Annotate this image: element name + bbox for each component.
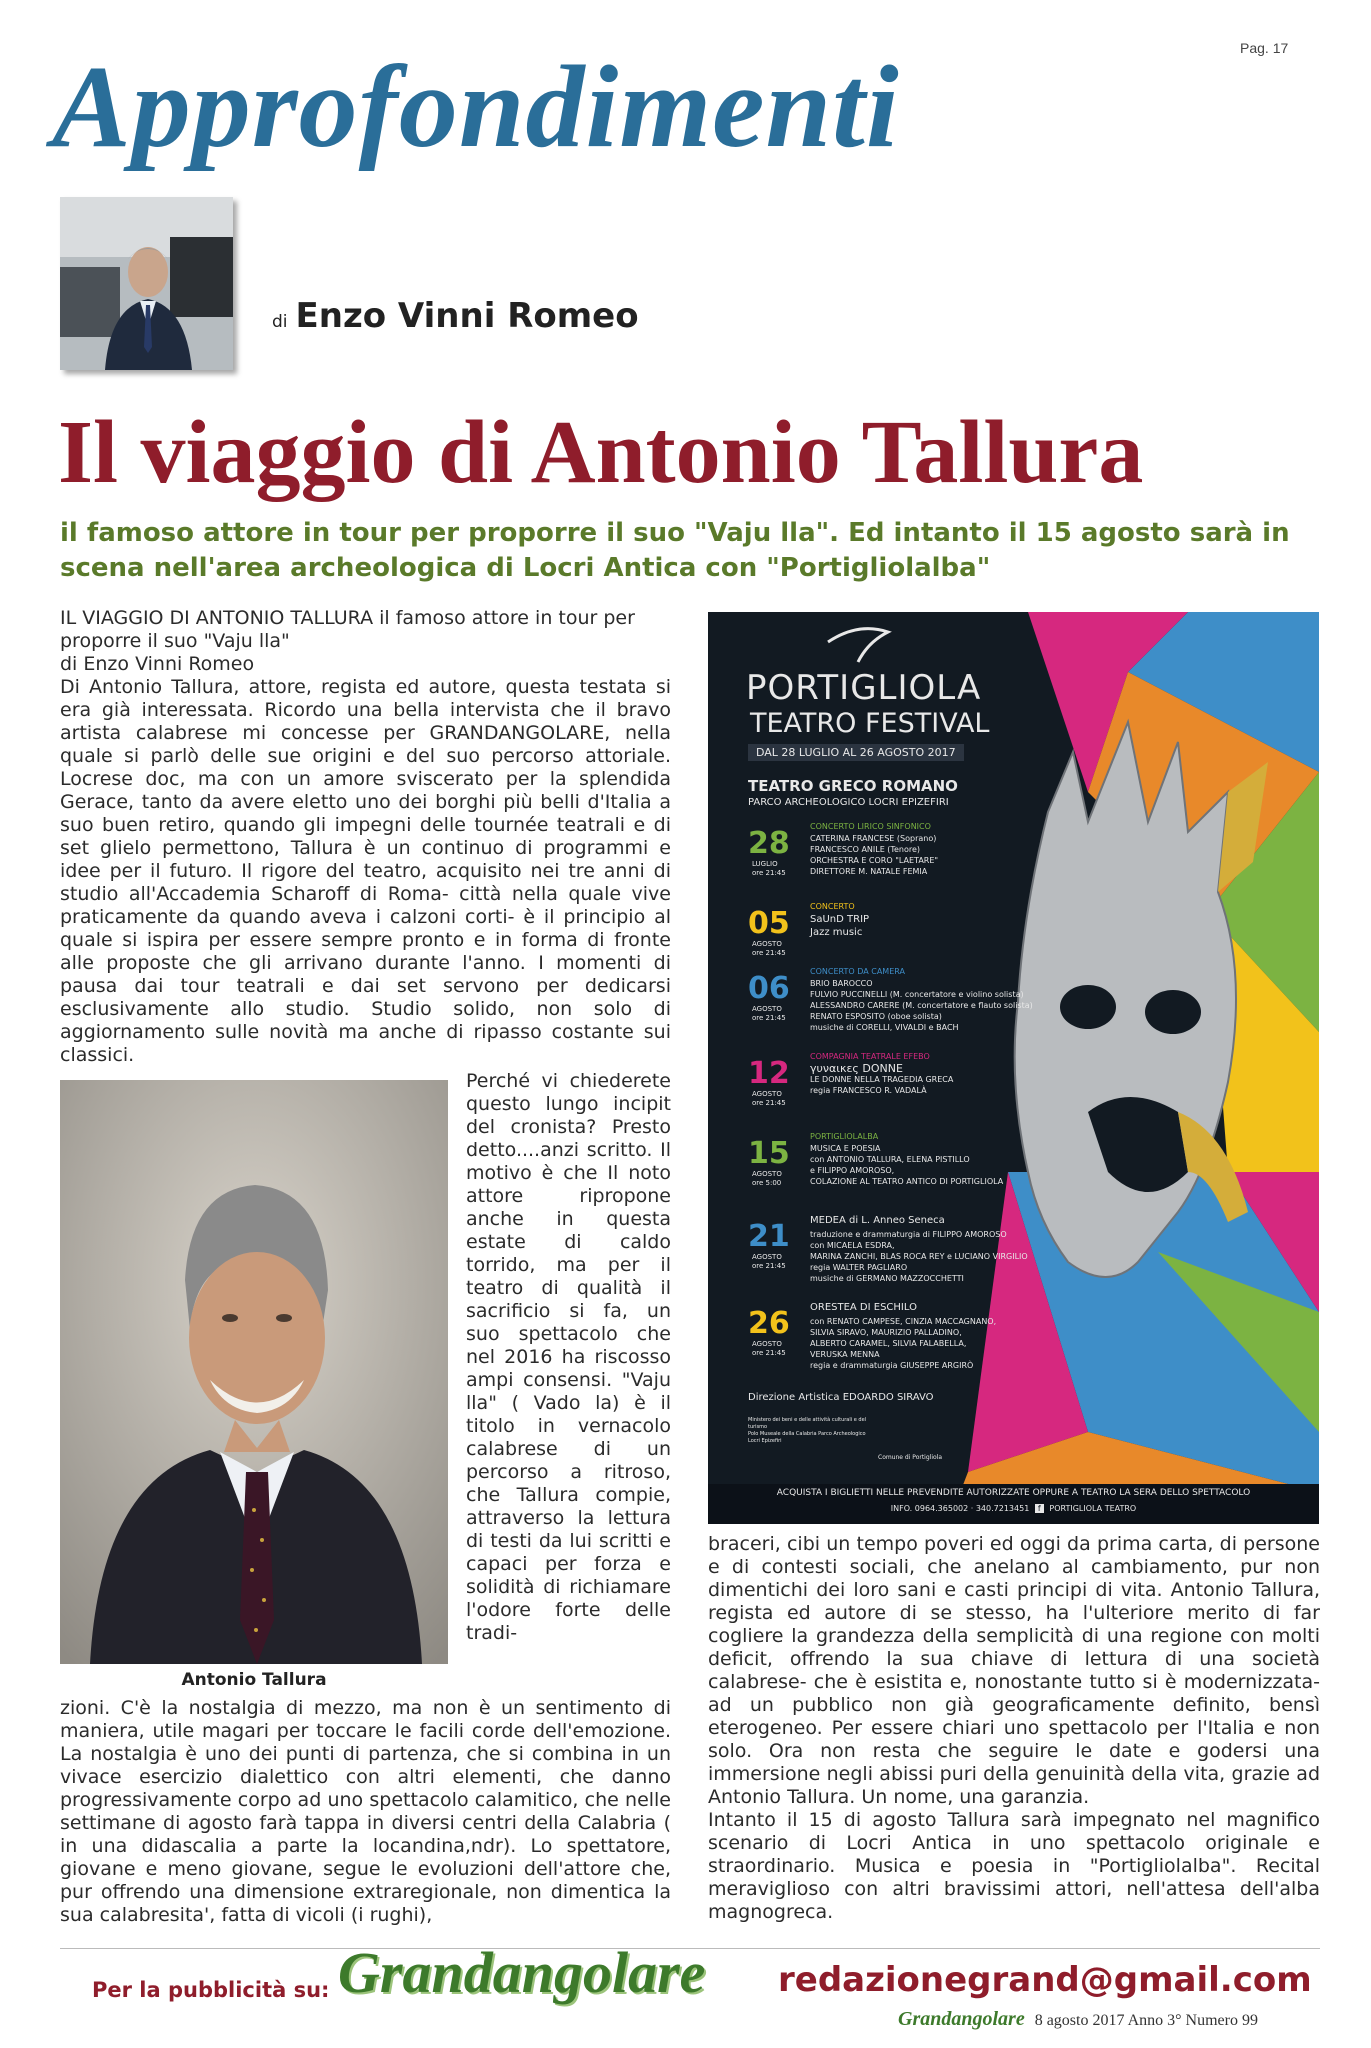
event-detail-line: SILVIA SIRAVO, MAURIZIO PALLADINO,: [810, 1328, 962, 1337]
poster-venue: TEATRO GRECO ROMANO: [748, 777, 958, 795]
tallura-photo: [60, 1080, 448, 1664]
event-details: [810, 1143, 1003, 1187]
event-month: LUGLIO: [752, 860, 778, 868]
article-subhead: il famoso attore in tour per proporre il suo "Vaju lla". Ed intanto il 15 agosto sarà in scena nell'area archeologica di Locri Antica con "Portigliolalba": [60, 518, 1290, 583]
event-title: CONCERTO: [810, 902, 855, 911]
event-detail-line: musiche di CORELLI, VIVALDI e BACH: [810, 1023, 959, 1032]
event-title: CONCERTO DA CAMERA: [810, 967, 905, 976]
event-detail-line: con RENATO CAMPESE, CINZIA MACCAGNANO,: [810, 1317, 997, 1326]
event-detail-line: MUSICA E POESIA: [810, 1144, 881, 1153]
event-detail-line: LE DONNE NELLA TRAGEDIA GRECA: [810, 1075, 954, 1084]
event-detail-line: ALBERTO CARAMEL, SILVIA FALABELLA,: [810, 1339, 967, 1348]
event-detail-line: e FILIPPO AMOROSO,: [810, 1166, 895, 1175]
logo-left-text: Ministero dei beni e delle attività culturali e del turismo: [748, 1417, 867, 1430]
event-details: [810, 978, 1033, 1033]
event-time: ore 21:45: [752, 1099, 786, 1107]
photo-caption: Antonio Tallura: [181, 1670, 327, 1690]
article-headline: Il viaggio di Antonio Tallura: [58, 403, 1144, 502]
poster-title-2: TEATRO FESTIVAL: [750, 708, 990, 739]
event-detail-line: FULVIO PUCCINELLI (M. concertatore e violino solista): [810, 990, 1024, 999]
event-details: [810, 1316, 996, 1371]
article-column-left-top: [60, 607, 671, 1067]
article-column-right: [708, 1533, 1320, 1924]
event-title: PORTIGLIOLALBA: [810, 1132, 879, 1141]
event-title: COMPAGNIA TEATRALE EFEBO: [810, 1052, 930, 1061]
event-title: CONCERTO LIRICO SINFONICO: [810, 822, 931, 831]
body-paragraph: Di Antonio Tallura, attore, regista ed autore, questa testata si era già interessata. Ricordo una bella intervista che il bravo artista calabrese mi concesse per GRANDANGOLARE, nella quale si parlò delle sue origini e del suo percorso attoriale. Locrese doc, ma con un amore sviscerato per la splendida Gerace, tanto da avere eletto uno dei borghi più belli d'Italia a suo buen retiro, quando gli impegni delle tournée teatrali e di set glielo permettono, Tallura è un continuo di programmi e idee per il futuro. Il rigore del teatro, acquisito nei tre anni di studio all'Accademia Scharoff di Roma- città nella quale vive praticamente da quando aveva i calzoni corti- è il principio al quale si ispira per essere sempre pronto e in forma di fronte alle proposte che gli arrivano durante l'anno. I momenti di pausa dai tour teatrali e dai set servono per dedicarsi esclusivamente allo studio. Studio solido, non solo di aggiornamento sulle novità ma anche di ripasso costante sui classici.: [60, 676, 671, 1066]
poster-logo-left: [748, 1417, 868, 1445]
page-number: Pag. 17: [1240, 40, 1289, 56]
event-detail-line: con MICAELA ESDRA,: [810, 1241, 895, 1250]
event-details: [810, 833, 938, 877]
event-detail-line: ORCHESTRA E CORO "LAETARE": [810, 856, 939, 865]
footer-email-link[interactable]: redazionegrand@gmail.com: [778, 1960, 1312, 2000]
facebook-icon: f: [1035, 1504, 1044, 1513]
poster-direction: Direzione Artistica EDOARDO SIRAVO: [748, 1392, 934, 1403]
event-detail-line: regia WALTER PAGLIARO: [810, 1263, 908, 1272]
poster-title-1: PORTIGLIOLA: [746, 668, 982, 708]
event-details: [810, 1229, 1028, 1284]
byline-author: Enzo Vinni Romeo: [295, 296, 639, 336]
event-detail-line: traduzione e drammaturgia di FILIPPO AMOROSO: [810, 1230, 1007, 1239]
event-title: MEDEA di L. Anneo Seneca: [810, 1215, 945, 1226]
poster-venue-sub: PARCO ARCHEOLOGICO LOCRI EPIZEFIRI: [748, 797, 949, 808]
event-month: AGOSTO: [752, 1253, 782, 1261]
event-title: ORESTEA DI ESCHILO: [810, 1302, 917, 1313]
footer-brand-logo: Grandangolare: [338, 1940, 706, 2005]
event-detail-line: DIRETTORE M. NATALE FEMIA: [810, 867, 928, 876]
lead-line: di Enzo Vinni Romeo: [60, 653, 255, 675]
event-detail-line: VERUSKA MENNA: [810, 1350, 880, 1359]
event-day: 28: [748, 826, 790, 861]
event-time: ore 21:45: [752, 869, 786, 877]
event-month: AGOSTO: [752, 940, 782, 948]
event-detail-line: CATERINA FRANCESE (Soprano): [810, 834, 937, 843]
event-time: ore 21:45: [752, 1262, 786, 1270]
event-day: 06: [748, 971, 790, 1006]
event-time: ore 21:45: [752, 1349, 786, 1357]
event-detail-line: BRIO BAROCCO: [810, 979, 873, 988]
footer-ad-label: Per la pubblicità su:: [92, 1978, 330, 2002]
poster-contacts: [728, 1504, 1299, 1513]
event-month: AGOSTO: [752, 1090, 782, 1098]
byline: [272, 296, 639, 336]
footer-issue-info: [898, 2008, 1258, 2031]
byline-prefix: di: [272, 312, 288, 332]
event-day: 15: [748, 1136, 790, 1171]
author-photo: [60, 197, 233, 370]
event-time: ore 5:00: [752, 1179, 782, 1187]
poster-social: PORTIGLIOLA TEATRO: [1049, 1504, 1137, 1513]
event-month: AGOSTO: [752, 1340, 782, 1348]
event-day: 21: [748, 1219, 790, 1254]
event-detail-line: con ANTONIO TALLURA, ELENA PISTILLO: [810, 1155, 970, 1164]
event-detail-line: regia e drammaturgia GIUSEPPE ARGIRÒ: [810, 1361, 974, 1370]
event-day: 05: [748, 906, 790, 941]
body-paragraph: braceri, cibi un tempo poveri ed oggi da prima carta, di persone e di contesti sociali, che anelano al cambiamento, pur non dimentichi dei loro sani e casti principi di vita. Antonio Tallura, regista ed autore di se stesso, ha l'ulteriore merito di far cogliere la grandezza della semplicità di una regione con molti deficit, offrendo la sua chiave di lettura di una società calabrese- che è esistita e, nonostante tutto si è modernizzata- ad un pubblico non già geograficamente definito, bensì eterogeneo. Per essere chiari uno spettacolo per l'Italia e non solo. Ora non resta che seguire le date e godersi una immersione negli abissi puri della genuinità della vita, grazie ad Antonio Tallura. Un nome, una garanzia.: [708, 1533, 1320, 1808]
article-column-left-bottom: zioni. C'è la nostalgia di mezzo, ma non è un sentimento di maniera, utile magari per toccare le facili corde dell'emozione. La nostalgia è uno dei punti di partenza, che si combina in un vivace esercizio dialettico con altri elementi, che danno progressivamente corpo ad uno spettacolo calamitico, che nelle settimane di agosto farà tappa in diversi centri della Calabria ( in una didascalia a parte la locandina,ndr). Lo spettatore, giovane e meno giovane, segue le evoluzioni dell'attore che, pur offrendo una dimensione extraregionale, non dimentica la sua calabresita', fatta di vicoli (i rughi),: [60, 1697, 671, 1926]
event-detail-line: COLAZIONE AL TEATRO ANTICO DI PORTIGLIOLA: [810, 1177, 1004, 1186]
logo-left-text-2: Polo Museale della Calabria Parco Archeologico Locri Epizefiri: [748, 1431, 866, 1444]
event-detail-line: regia FRANCESCO R. VADALÀ: [810, 1086, 927, 1095]
article-column-left-narrow: Perché vi chiederete questo lungo incipit del cronista? Presto detto....anzi scritto. Il motivo è che Il noto attore ripropone anche in questa estate di caldo torrido, ma per il teatro di qualità il sacrificio si fa, un suo spettacolo che nel 2016 ha riscosso ampi consensi. "Vaju lla" ( Vado la) è il titolo in vernacolo calabrese di un percorso a ritroso, che Tallura compie, attraverso la lettura di testi da lui scritti e capaci per forza e solidità di richiamare l'odore forte delle tradi-: [466, 1070, 671, 1644]
event-day: 26: [748, 1306, 790, 1341]
section-title: Approfondimenti: [52, 41, 900, 172]
event-detail-line: musiche di GERMANO MAZZOCCHETTI: [810, 1274, 964, 1283]
footer-publication: Grandangolare: [898, 2008, 1025, 2030]
event-month: AGOSTO: [752, 1170, 782, 1178]
lead-line: IL VIAGGIO DI ANTONIO TALLURA il famoso attore in tour per proporre il suo "Vaju lla": [60, 607, 635, 652]
event-detail-line: FRANCESCO ANILE (Tenore): [810, 845, 920, 854]
event-detail-line: SaUnD TRIP: [810, 914, 870, 925]
event-month: AGOSTO: [752, 1005, 782, 1013]
event-time: ore 21:45: [752, 1014, 786, 1022]
poster-phone: INFO. 0964.365002 · 340.7213451: [890, 1504, 1030, 1513]
poster-tickets: ACQUISTA I BIGLIETTI NELLE PREVENDITE AUTORIZZATE OPPURE A TEATRO LA SERA DELLO SPETTACOLO: [776, 1488, 1251, 1498]
event-detail-line: RENATO ESPOSITO (oboe solista): [810, 1012, 942, 1021]
body-paragraph: Intanto il 15 di agosto Tallura sarà impegnato nel magnifico scenario di Locri Antica in uno spettacolo originale e straordinario. Musica e poesia in "Portigliolalba". Recital meraviglioso con altri bravissimi attori, nell'attesa dell'alba magnogreca.: [708, 1809, 1320, 1923]
festival-poster: [708, 612, 1319, 1524]
event-detail-line: γυναικες DONNE: [810, 1062, 903, 1075]
poster-logo-right: Comune di Portigliola: [878, 1454, 943, 1461]
event-detail-line: Jazz music: [810, 927, 863, 938]
event-time: ore 21:45: [752, 949, 786, 957]
event-details: [810, 913, 869, 939]
footer-issue: 8 agosto 2017 Anno 3° Numero 99: [1034, 2012, 1258, 2029]
event-details: [810, 1063, 953, 1096]
event-detail-line: MARINA ZANCHI, BLAS ROCA REY e LUCIANO VIRGILIO: [810, 1252, 1028, 1261]
event-detail-line: ALESSANDRO CARERE (M. concertatore e flauto solista): [810, 1001, 1033, 1010]
poster-dates: DAL 28 LUGLIO AL 26 AGOSTO 2017: [748, 744, 964, 761]
event-day: 12: [748, 1056, 790, 1091]
